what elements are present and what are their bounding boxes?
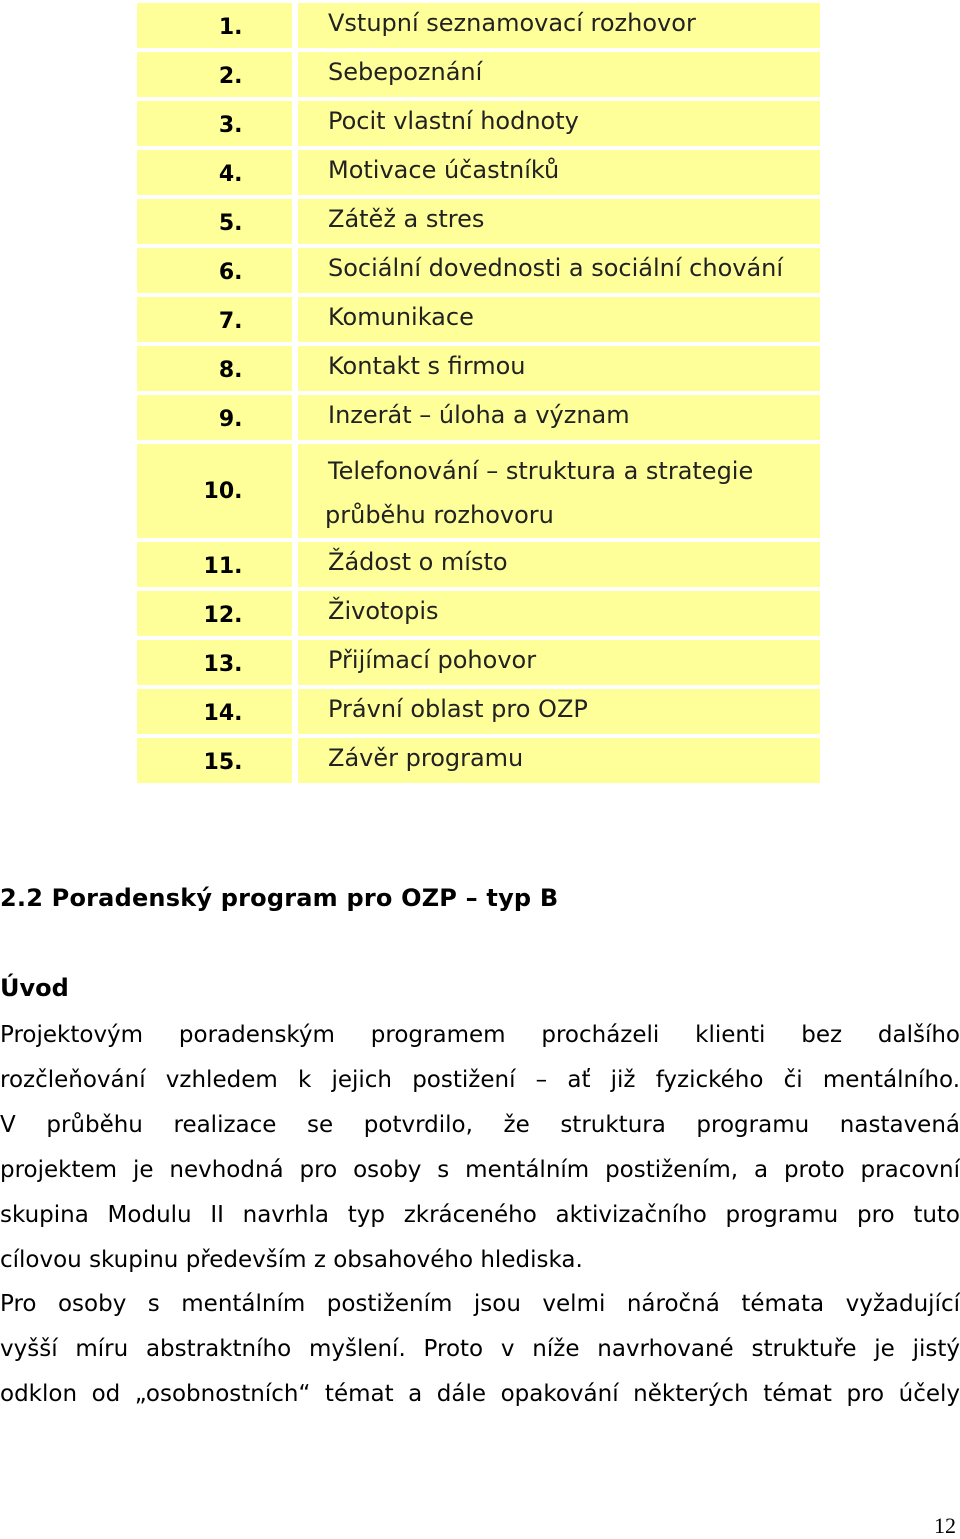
- program-row: [137, 3, 820, 48]
- topic-text: Sebepoznání: [328, 58, 483, 86]
- program-row-number: [137, 52, 292, 97]
- program-row: [137, 248, 820, 293]
- program-row-number: [137, 3, 292, 48]
- number-text: 14.: [203, 701, 243, 726]
- number-text: 8.: [218, 358, 243, 383]
- topic-text: Sociální dovednosti a sociální chování: [328, 254, 784, 282]
- program-row-number: [137, 542, 292, 587]
- topic-text: Kontakt s firmou: [328, 352, 526, 380]
- number-text: 9.: [218, 407, 243, 432]
- paragraph-line: vyšší míru abstraktního myšlení. Proto v níže navrhované struktuře je jistý: [0, 1336, 960, 1362]
- program-row: [137, 150, 820, 195]
- topic-text-continued: průběhu rozhovoru: [325, 501, 554, 529]
- program-row-number: [137, 689, 292, 734]
- paragraph-line: rozčleňování vzhledem k jejich postižení – ať již fyzického či mentálního.: [0, 1067, 960, 1093]
- program-row: [137, 689, 820, 734]
- paragraph-line: V průběhu realizace se potvrdilo, že struktura programu nastavená: [0, 1112, 960, 1138]
- program-row: [137, 199, 820, 244]
- program-row: [137, 101, 820, 146]
- program-row-number: [137, 591, 292, 636]
- paragraph-line: Pro osoby s mentálním postižením jsou velmi náročná témata vyžadující: [0, 1291, 960, 1317]
- program-row: [137, 395, 820, 440]
- topic-text: Telefonování – struktura a strategie: [328, 457, 754, 485]
- topic-text: Pocit vlastní hodnoty: [328, 107, 579, 135]
- program-row: [137, 444, 820, 538]
- program-row-topic: [298, 150, 820, 195]
- number-text: 6.: [218, 260, 243, 285]
- number-text: 12.: [203, 603, 243, 628]
- program-row-number: [137, 444, 292, 538]
- program-row-number: [137, 640, 292, 685]
- program-row: [137, 542, 820, 587]
- topic-text: Inzerát – úloha a význam: [328, 401, 630, 429]
- program-row-number: [137, 738, 292, 783]
- paragraph-line: projektem je nevhodná pro osoby s mentálním postižením, a proto pracovní: [0, 1157, 960, 1183]
- program-row: [137, 738, 820, 783]
- program-row: [137, 297, 820, 342]
- number-text: 2.: [218, 64, 243, 89]
- number-text: 11.: [203, 554, 243, 579]
- program-row-topic: [298, 640, 820, 685]
- program-table: [137, 3, 820, 787]
- program-row-topic: [298, 101, 820, 146]
- intro-heading: Úvod: [0, 974, 69, 1002]
- paragraph-line: Projektovým poradenským programem procházeli klienti bez dalšího: [0, 1022, 960, 1048]
- topic-text: Zátěž a stres: [328, 205, 485, 233]
- number-text: 4.: [218, 162, 243, 187]
- program-row-topic: [298, 542, 820, 587]
- second-paragraph: [0, 1282, 960, 1417]
- program-row-number: [137, 199, 292, 244]
- topic-text: Závěr programu: [328, 744, 524, 772]
- number-text: 10.: [203, 478, 243, 504]
- program-row-number: [137, 346, 292, 391]
- program-row-topic: [298, 591, 820, 636]
- number-text: 13.: [203, 652, 243, 677]
- paragraph-line: odklon od „osobnostních“ témat a dále opakování některých témat pro účely: [0, 1381, 960, 1407]
- program-row-topic: [298, 52, 820, 97]
- program-row: [137, 346, 820, 391]
- program-row-topic: [298, 738, 820, 783]
- program-row: [137, 52, 820, 97]
- topic-text: Motivace účastníků: [328, 156, 560, 184]
- topic-text: Žádost o místo: [328, 548, 508, 576]
- paragraph-line: skupina Modulu II navrhla typ zkráceného aktivizačního programu pro tuto: [0, 1202, 960, 1228]
- section-heading: 2.2 Poradenský program pro OZP – typ B: [0, 884, 559, 912]
- program-row-topic: [298, 3, 820, 48]
- topic-text: Vstupní seznamovací rozhovor: [328, 9, 696, 37]
- program-row-topic: [298, 395, 820, 440]
- program-row: [137, 640, 820, 685]
- program-row-topic: [298, 346, 820, 391]
- program-row-number: [137, 297, 292, 342]
- topic-text: Životopis: [328, 597, 439, 625]
- number-text: 1.: [218, 15, 243, 40]
- program-row-topic: [298, 689, 820, 734]
- program-row: [137, 591, 820, 636]
- number-text: 5.: [218, 211, 243, 236]
- program-row-number: [137, 150, 292, 195]
- program-row-topic: [298, 248, 820, 293]
- paragraph-line: cílovou skupinu především z obsahového hlediska.: [0, 1247, 583, 1273]
- program-row-number: [137, 248, 292, 293]
- program-row-number: [137, 395, 292, 440]
- topic-text: Přijímací pohovor: [328, 646, 537, 674]
- program-row-topic: [298, 199, 820, 244]
- program-row-number: [137, 101, 292, 146]
- intro-paragraph: [0, 1013, 960, 1283]
- number-text: 15.: [203, 750, 243, 775]
- page-number: 12: [934, 1513, 956, 1538]
- program-row-topic: [298, 444, 820, 538]
- program-row-topic: [298, 297, 820, 342]
- number-text: 7.: [218, 309, 243, 334]
- number-text: 3.: [218, 113, 243, 138]
- topic-text: Právní oblast pro OZP: [328, 695, 588, 723]
- topic-text: Komunikace: [328, 303, 474, 331]
